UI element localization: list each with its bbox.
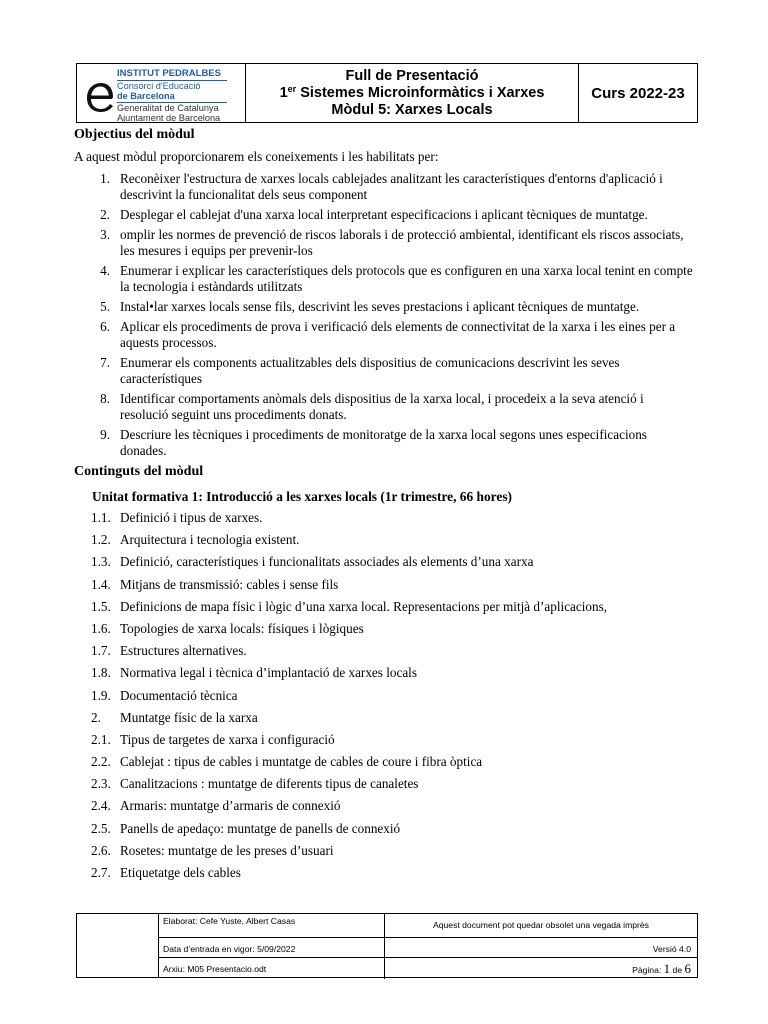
document-footer — [76, 913, 698, 978]
content-item — [74, 643, 694, 665]
content-number: 1.8. — [91, 665, 111, 681]
content-item — [74, 577, 694, 599]
footer-version: Versió 4.0 — [385, 938, 697, 958]
objective-number: 4. — [100, 263, 110, 278]
footer-blank-cell — [77, 914, 159, 977]
objective-number: 8. — [100, 391, 110, 406]
objective-text: Enumerar els components actualitzables dels dispositius de comunicacions descrivint les seves característiques — [120, 355, 620, 386]
content-text: Etiquetatge dels cables — [120, 865, 241, 880]
content-text: Armaris: muntatge d’armaris de connexió — [120, 798, 341, 814]
logo-institute-name: INSTITUT PEDRALBES — [117, 68, 221, 79]
document-title — [246, 64, 579, 122]
content-text: Tipus de targetes de xarxa i configuració — [120, 731, 335, 747]
title-line-1: Full de Presentació — [345, 68, 479, 84]
footer-file: Arxiu: M05 Presentacio.odt — [159, 958, 385, 979]
content-text: Canalitzacions : muntatge de diferents tipus de canaletes — [120, 776, 419, 792]
title-course-name: Sistemes Microinformàtics i Xarxes — [296, 85, 545, 101]
content-item — [74, 532, 694, 554]
content-text: Definició, característiques i funcionalitats associades als elements d’una xarxa — [120, 554, 534, 570]
content-item — [74, 599, 694, 621]
content-number: 2.3. — [91, 776, 111, 792]
content-text: Rosetes: muntatge de les preses d’usuari — [120, 842, 334, 858]
content-item — [74, 688, 694, 710]
content-item — [74, 776, 694, 798]
content-number: 1.6. — [91, 620, 111, 636]
objective-text: Reconèixer l'estructura de xarxes locals cablejades analitzant les característiques d'entorns d'aplicació i descrivint la funcionalitat dels seus component — [120, 171, 663, 202]
content-text: Cablejat : tipus de cables i muntatge de cables de coure i fibra òptica — [120, 754, 483, 770]
content-text: Definicions de mapa físic i lògic d’una xarxa local. Representacions per mitjà d’aplicacions, — [120, 598, 608, 614]
content-item — [74, 510, 694, 532]
logo-generalitat: Generalitat de Catalunya — [117, 103, 219, 113]
content-item — [74, 843, 694, 865]
education-e-icon — [85, 81, 115, 113]
logo-consorci-line2: de Barcelona — [117, 91, 175, 101]
objective-item — [74, 391, 694, 423]
content-text: Normativa legal i tècnica d’implantació de xarxes locals — [120, 665, 417, 681]
objective-item — [74, 427, 694, 459]
content-number: 2.4. — [91, 798, 111, 814]
content-text: Arquitectura i tecnologia existent. — [120, 532, 300, 548]
content-text: Documentació tècnica — [120, 687, 238, 703]
content-number: 2.2. — [91, 754, 111, 770]
content-item — [74, 710, 694, 732]
content-number: 2.1. — [91, 731, 111, 747]
content-text: Mitjans de transmissió: cables i sense fils — [120, 576, 339, 592]
page-of: de — [670, 965, 685, 975]
page-label: Pàgina: — [632, 965, 664, 975]
content-text: Estructures alternatives. — [120, 643, 247, 659]
objective-item — [74, 207, 694, 223]
content-number: 2.5. — [91, 820, 111, 836]
logo-consorci-line1: Consorci d'Educació — [117, 81, 201, 91]
objective-text: Identificar comportaments anòmals dels dispositius de la xarxa local, i procedeix a la seva atenció i resolució seguint uns procediments donats. — [120, 391, 644, 422]
content-text: Topologies de xarxa locals: físiques i lògiques — [120, 620, 364, 636]
objectives-heading: Objectius del mòdul — [74, 127, 195, 142]
footer-page — [385, 958, 697, 979]
title-course-number: 1 — [279, 85, 288, 101]
objective-text: Instal•lar xarxes locals sense fils, descrivint les seves prestacions i aplicant tècniques de muntatge. — [120, 299, 640, 314]
objectives-list — [74, 171, 694, 459]
unit-heading: Unitat formativa 1: Introducció a les xarxes locals (1r trimestre, 66 hores) — [92, 489, 512, 504]
content-number: 2.7. — [91, 865, 111, 880]
objectives-intro: A aquest mòdul proporcionarem els coneixements i les habilitats per: — [74, 149, 439, 164]
document-header — [76, 63, 698, 123]
objective-text: Enumerar i explicar les característiques dels protocols que es configuren en una xarxa local tenint en compte la tecnologia i estàndards utilitzats — [120, 263, 693, 294]
content-number: 1.5. — [91, 598, 111, 614]
objective-item — [74, 263, 694, 295]
objective-item — [74, 355, 694, 387]
institute-logo — [77, 64, 246, 122]
footer-obsolete-notice: Aquest document pot quedar obsolet una vegada imprès — [385, 914, 697, 938]
contents-list — [74, 510, 694, 887]
page-total: 6 — [684, 961, 691, 976]
content-number: 2. — [91, 709, 101, 725]
content-text: Panells de apedaço: muntatge de panells de connexió — [120, 820, 401, 836]
content-item — [74, 798, 694, 820]
content-number: 1.1. — [91, 510, 111, 525]
content-number: 1.4. — [91, 576, 111, 592]
content-number: 1.9. — [91, 687, 111, 703]
title-course-ordinal: er — [287, 84, 297, 94]
content-item — [74, 665, 694, 687]
content-number: 1.3. — [91, 554, 111, 570]
content-item — [74, 621, 694, 643]
objective-text: Aplicar els procediments de prova i verificació dels elements de connectivitat de la xarxa i les eines per a aquests processos. — [120, 319, 676, 350]
contents-heading: Continguts del mòdul — [74, 464, 204, 479]
footer-authors: Elaborat: Cefe Yuste, Albert Casas — [159, 914, 385, 938]
footer-date: Data d’entrada en vigor: 5/09/2022 — [159, 938, 385, 958]
objective-item — [74, 227, 694, 259]
objective-text: omplir les normes de prevenció de riscos laborals i de protecció ambiental, identificant els riscos associats, les mesures i equips per prevenir-los — [120, 227, 684, 258]
course-year: Curs 2022-23 — [591, 84, 685, 102]
objective-item — [74, 299, 694, 315]
objective-text: Desplegar el cablejat d'una xarxa local interpretant especificacions i aplicant tècniques de muntatge. — [120, 207, 648, 222]
title-line-3: Mòdul 5: Xarxes Locals — [331, 102, 493, 118]
objective-number: 9. — [100, 427, 110, 442]
page-current: 1 — [663, 961, 671, 976]
content-number: 1.2. — [91, 532, 111, 548]
objective-number: 5. — [100, 299, 110, 314]
content-text: Muntatge físic de la xarxa — [120, 709, 258, 725]
content-number: 1.7. — [91, 643, 111, 659]
content-number: 2.6. — [91, 842, 111, 858]
objective-item — [74, 171, 694, 203]
objective-number: 7. — [100, 355, 110, 370]
title-line-2 — [246, 85, 578, 102]
objective-number: 3. — [100, 227, 110, 242]
content-item — [74, 732, 694, 754]
content-item — [74, 754, 694, 776]
objective-number: 1. — [100, 171, 110, 186]
content-text: Definició i tipus de xarxes. — [120, 510, 263, 525]
content-item — [74, 821, 694, 843]
content-item — [74, 865, 694, 887]
objective-item — [74, 319, 694, 351]
logo-ajuntament: Ajuntament de Barcelona — [117, 113, 221, 123]
document-body — [74, 126, 694, 887]
objective-text: Descriure les tècniques i procediments de monitoratge de la xarxa local segons unes especificacions donades. — [120, 427, 647, 458]
objective-number: 6. — [100, 319, 110, 334]
content-item — [74, 554, 694, 576]
objective-number: 2. — [100, 207, 110, 222]
